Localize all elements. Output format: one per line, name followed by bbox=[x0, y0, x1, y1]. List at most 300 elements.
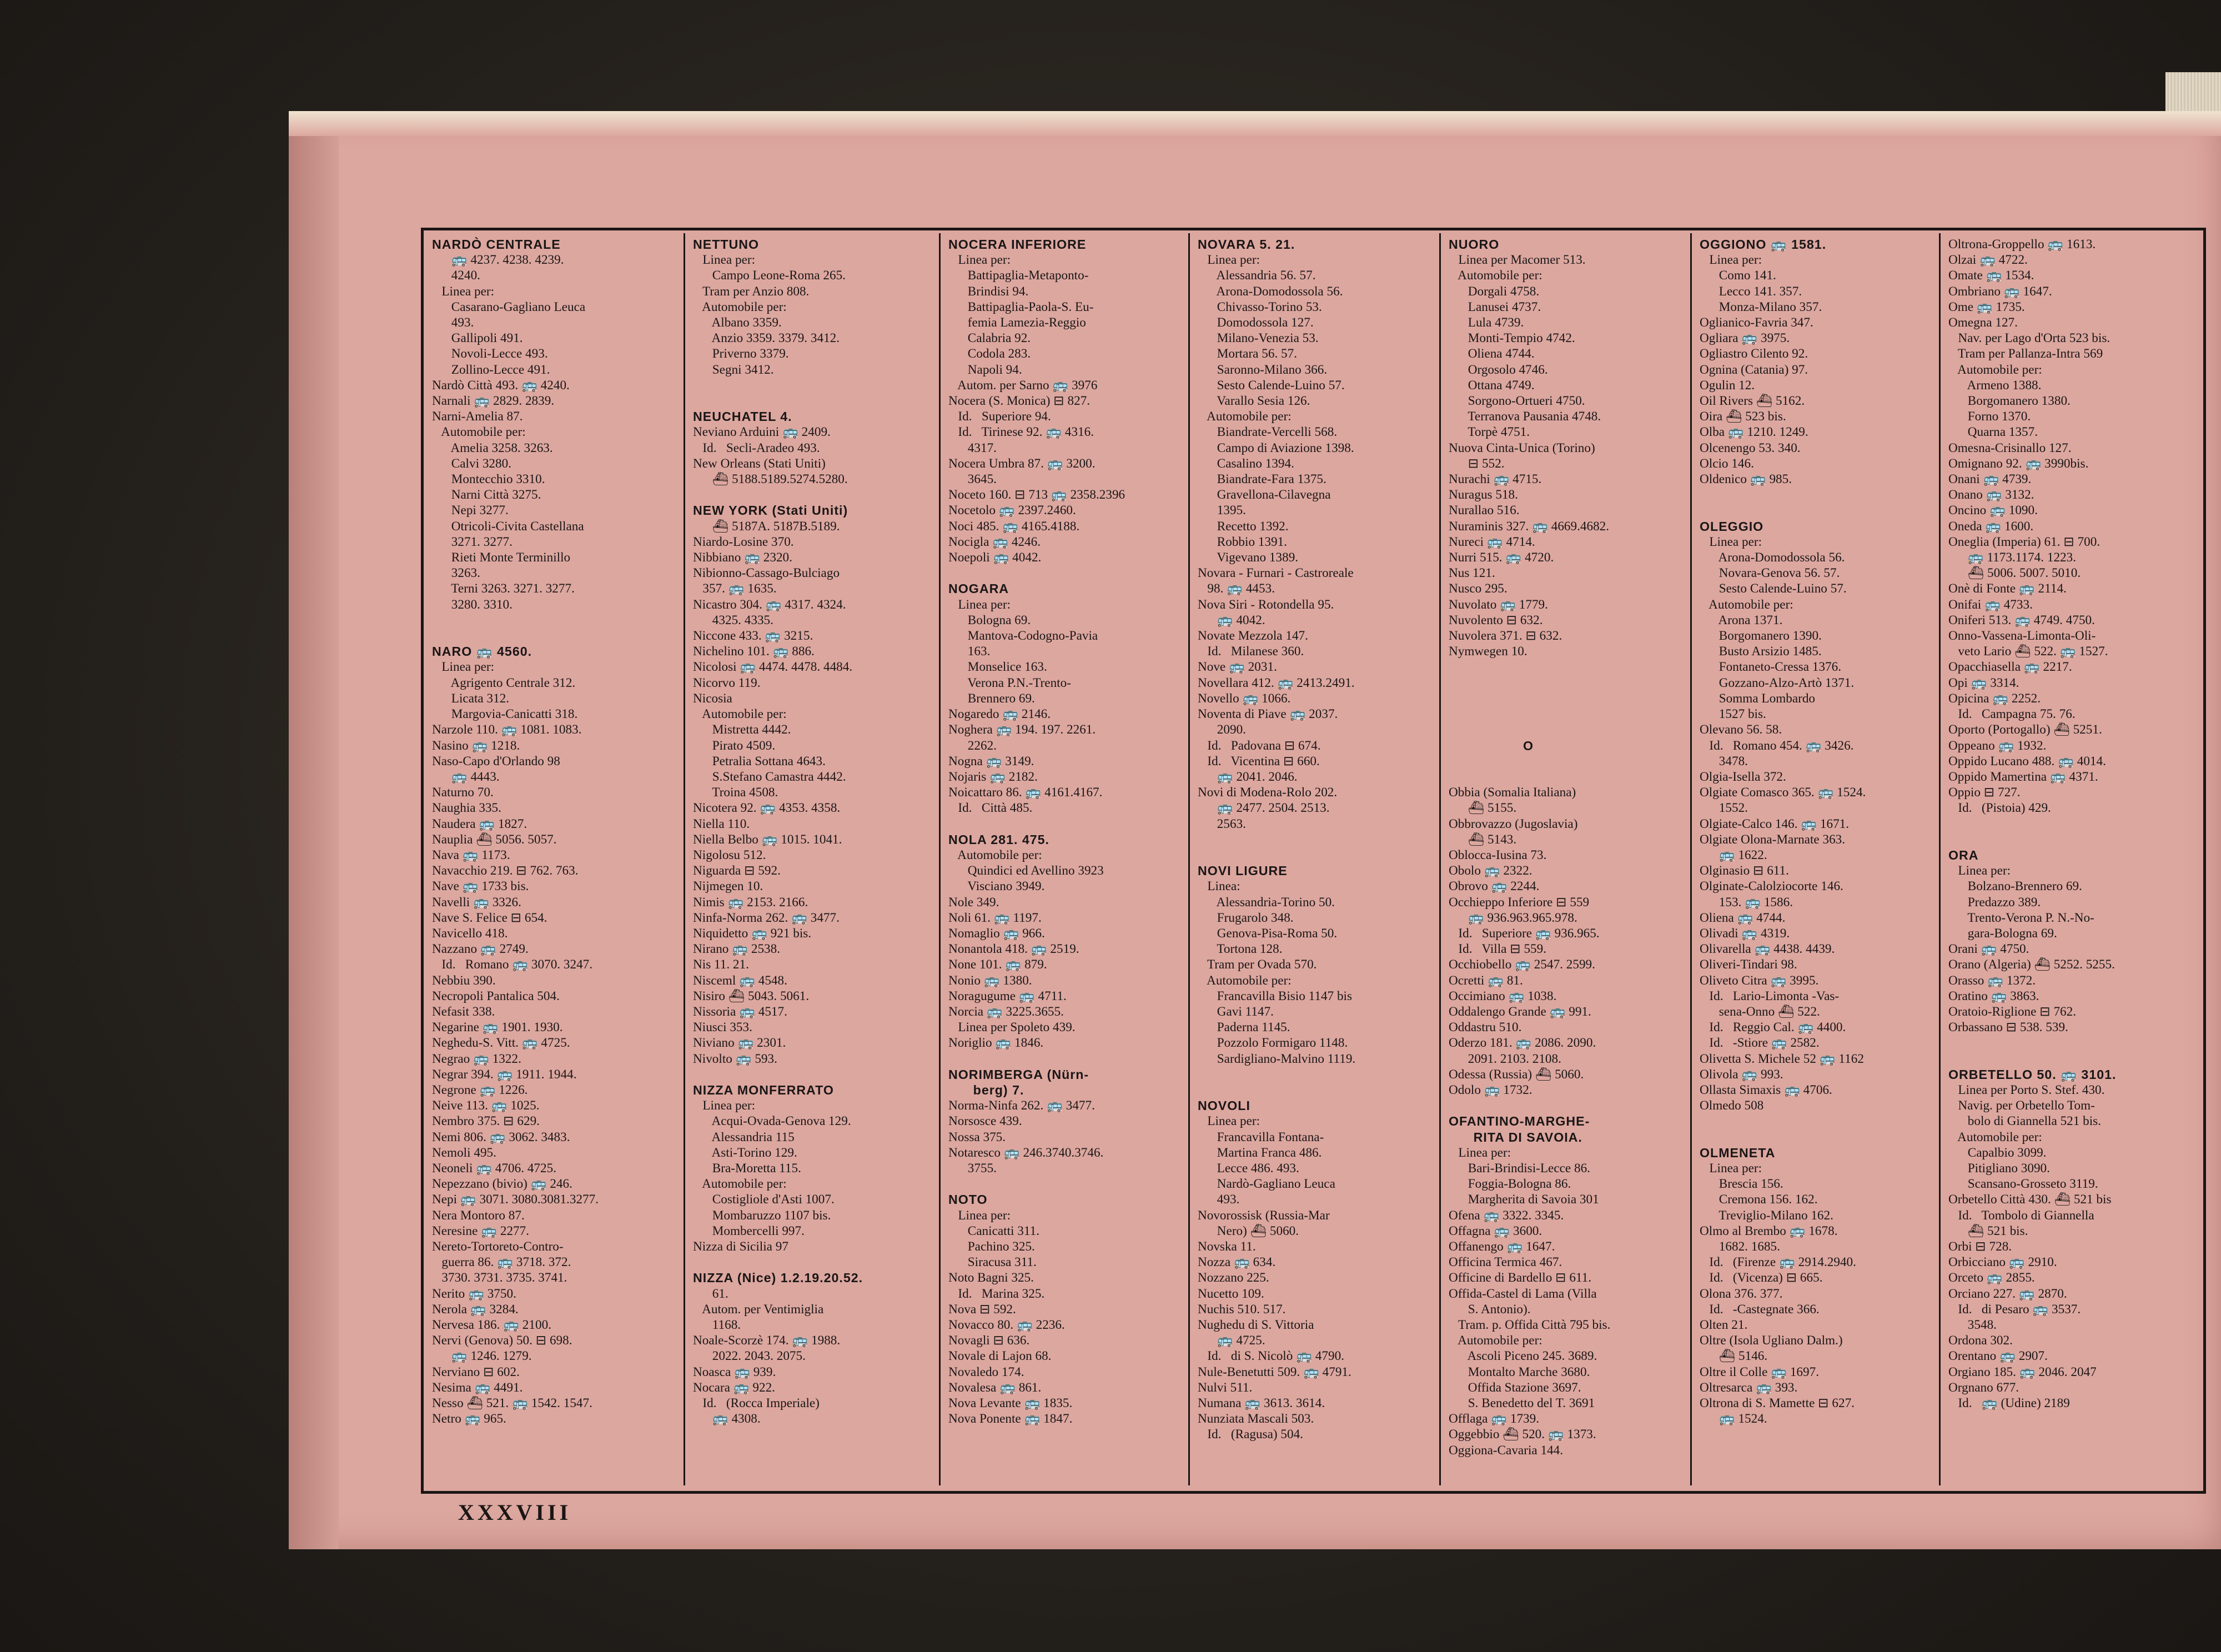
entry-line: Treviglio-Milano 162. bbox=[1700, 1208, 1833, 1223]
entry-line: Oratino 🚌 3863. bbox=[1948, 988, 2039, 1003]
entry-line: Armeno 1388. bbox=[1948, 378, 2042, 393]
entry-line: Montalto Marche 3680. bbox=[1449, 1364, 1590, 1379]
entry-line: Somma Lombardo bbox=[1700, 691, 1816, 706]
entry-line: Officine di Bardello ⊟ 611. bbox=[1449, 1271, 1592, 1286]
entry-line: 153. 🚌 1586. bbox=[1700, 895, 1793, 910]
entry-line: 4317. bbox=[948, 440, 997, 455]
entry-line bbox=[1449, 722, 1686, 737]
entry-line: Acqui-Ovada-Genova 129. bbox=[693, 1114, 851, 1129]
entry-line: Negrar 394. 🚌 1911. 1944. bbox=[432, 1067, 577, 1082]
entry-line: Tortona 128. bbox=[1198, 942, 1283, 957]
entry-line: 3478. bbox=[1700, 754, 1748, 769]
entry-line: Id. 🚌 (Udine) 2189 bbox=[1948, 1396, 2070, 1411]
entry-line: Id. Secli-Aradeo 493. bbox=[693, 440, 820, 455]
entry-line: 493. bbox=[1198, 1192, 1240, 1207]
entry-line: Omesna-Crisinallo 127. bbox=[1948, 440, 2072, 455]
entry-line: Novaledo 174. bbox=[948, 1364, 1024, 1379]
entry-line: Varallo Sesia 126. bbox=[1198, 394, 1310, 409]
entry-line: Navig. per Orbetello Tom- bbox=[1948, 1098, 2095, 1113]
entry-line: Niquidetto 🚌 921 bis. bbox=[693, 926, 812, 941]
entry-line: Id. (Firenze 🚌 2914.2940. bbox=[1700, 1255, 1856, 1270]
entry-line: Oneglia (Imperia) 61. ⊟ 700. bbox=[1948, 534, 2101, 549]
entry-line: 61. bbox=[693, 1286, 728, 1301]
entry-line: Forno 1370. bbox=[1948, 409, 2031, 424]
entry-line: Alessandria-Torino 50. bbox=[1198, 895, 1335, 910]
entry-heading: ORA bbox=[1948, 847, 1979, 862]
entry-heading: RITA DI SAVOIA. bbox=[1449, 1129, 1582, 1144]
entry-line: Norsosce 439. bbox=[948, 1114, 1022, 1129]
entry-line: 🚌 1524. bbox=[1700, 1412, 1767, 1427]
entry-line: Opacchiasella 🚌 2217. bbox=[1948, 660, 2072, 675]
entry-line: Nivolto 🚌 593. bbox=[693, 1051, 777, 1066]
entry-line: Nulvi 511. bbox=[1198, 1380, 1253, 1395]
entry-line: Nocera Umbra 87. 🚌 3200. bbox=[948, 456, 1096, 471]
entry-line: Oltrona di S. Mamette ⊟ 627. bbox=[1700, 1396, 1855, 1411]
index-column-1 bbox=[424, 233, 684, 1485]
entry-line: Costigliole d'Asti 1007. bbox=[693, 1192, 835, 1207]
entry-line: Gravellona-Cilavegna bbox=[1198, 488, 1331, 503]
entry-line: Nefasit 338. bbox=[432, 1004, 495, 1019]
entry-line: Verona P.N.-Trento- bbox=[948, 675, 1071, 690]
entry-line: Ofena 🚌 3322. 3345. bbox=[1449, 1208, 1564, 1223]
entry-line: Nossa 375. bbox=[948, 1129, 1006, 1144]
entry-line: Olgia-Isella 372. bbox=[1700, 769, 1786, 784]
entry-line: Sorgono-Ortueri 4750. bbox=[1449, 394, 1585, 409]
entry-line: 🚌 4237. 4238. 4239. bbox=[432, 253, 564, 268]
entry-line: Nibionno-Cassago-Bulciago bbox=[693, 566, 840, 581]
entry-line: Oddalengo Grande 🚌 991. bbox=[1449, 1004, 1591, 1019]
entry-line: Ordona 302. bbox=[1948, 1333, 2013, 1348]
entry-line: Orgnano 677. bbox=[1948, 1380, 2019, 1395]
entry-line: ⛴ 521 bis. bbox=[1948, 1223, 2028, 1238]
entry-line: Linea per Spoleto 439. bbox=[948, 1020, 1076, 1035]
entry-line: Automobile per: bbox=[1449, 1333, 1542, 1348]
entry-line: Linea: bbox=[1198, 879, 1240, 894]
entry-line: Siracusa 311. bbox=[948, 1255, 1037, 1270]
entry-line: Negrone 🚌 1226. bbox=[432, 1082, 528, 1097]
entry-line: Linea per: bbox=[432, 660, 495, 675]
entry-line: Opi 🚌 3314. bbox=[1948, 675, 2019, 690]
entry-line: Id. (Vicenza) ⊟ 665. bbox=[1700, 1271, 1823, 1286]
entry-line: Priverno 3379. bbox=[693, 347, 789, 361]
entry-line: Automobile per: bbox=[1198, 409, 1292, 424]
entry-line: Naso-Capo d'Orlando 98 bbox=[432, 754, 560, 769]
entry-line: Trento-Verona P. N.-No- bbox=[1948, 910, 2094, 925]
entry-line: Olivetta S. Michele 52 🚌 1162 bbox=[1700, 1051, 1864, 1066]
entry-line: Terranova Pausania 4748. bbox=[1449, 409, 1601, 424]
entry-line: Id. Romano 🚌 3070. 3247. bbox=[432, 957, 593, 972]
entry-line: Linea per: bbox=[693, 1098, 756, 1113]
entry-line: Ollasta Simaxis 🚌 4706. bbox=[1700, 1082, 1832, 1097]
entry-line: Otricoli-Civita Castellana bbox=[432, 519, 584, 534]
entry-line: ⛴ 5143. bbox=[1449, 832, 1517, 847]
entry-line: Ogulin 12. bbox=[1700, 378, 1755, 393]
entry-line: 4325. 4335. bbox=[693, 612, 773, 627]
entry-line: Nervesa 186. 🚌 2100. bbox=[432, 1318, 551, 1333]
entry-line: Pitigliano 3090. bbox=[1948, 1161, 2050, 1176]
entry-line: Opicina 🚌 2252. bbox=[1948, 691, 2041, 706]
entry-line: Dorgali 4758. bbox=[1449, 284, 1540, 299]
entry-line: Nocera (S. Monica) ⊟ 827. bbox=[948, 394, 1091, 409]
entry-line: Asti-Torino 129. bbox=[693, 1145, 797, 1160]
entry-line: 3645. bbox=[948, 472, 997, 487]
entry-line bbox=[1700, 1129, 1934, 1145]
entry-line: Mistretta 4442. bbox=[693, 722, 791, 737]
entry-line: Nomaglio 🚌 966. bbox=[948, 926, 1045, 941]
entry-heading: OGGIONO 🚌 1581. bbox=[1700, 237, 1827, 252]
entry-line: Novagli ⊟ 636. bbox=[948, 1333, 1030, 1348]
entry-line bbox=[1449, 1098, 1686, 1113]
entry-line bbox=[432, 628, 679, 644]
entry-line: Novale di Lajon 68. bbox=[948, 1349, 1052, 1364]
entry-line: Id. Marina 325. bbox=[948, 1286, 1045, 1301]
entry-line bbox=[1198, 1082, 1435, 1098]
entry-line: Cremona 156. 162. bbox=[1700, 1192, 1818, 1207]
entry-line: Nasino 🚌 1218. bbox=[432, 738, 520, 753]
entry-line bbox=[693, 1067, 934, 1082]
entry-line bbox=[693, 393, 934, 409]
entry-line: 2090. bbox=[1198, 722, 1246, 737]
entry-line: ⛴ 5187A. 5187B.5189. bbox=[693, 519, 840, 534]
entry-line: Nocetolo 🚌 2397.2460. bbox=[948, 503, 1076, 518]
entry-line: Brennero 69. bbox=[948, 691, 1035, 706]
entry-line: Nemi 806. 🚌 3062. 3483. bbox=[432, 1129, 570, 1144]
entry-line: Nove 🚌 2031. bbox=[1198, 660, 1277, 675]
entry-line: Como 141. bbox=[1700, 268, 1776, 283]
entry-line: Niella 110. bbox=[693, 816, 750, 831]
entry-line: Oncino 🚌 1090. bbox=[1948, 503, 2038, 518]
entry-heading: NOTO bbox=[948, 1192, 988, 1207]
entry-line: 3280. 3310. bbox=[432, 597, 512, 612]
entry-line: Oggebbio ⛴ 520. 🚌 1373. bbox=[1449, 1427, 1596, 1442]
entry-line bbox=[1198, 832, 1435, 847]
entry-line: Narni Città 3275. bbox=[432, 488, 541, 503]
entry-line: Busto Arsizio 1485. bbox=[1700, 644, 1822, 659]
entry-heading: NEW YORK (Stati Uniti) bbox=[693, 503, 848, 518]
entry-heading: OLEGGIO bbox=[1700, 519, 1764, 534]
entry-line: Biandrate-Vercelli 568. bbox=[1198, 425, 1338, 440]
entry-line: Alessandria 56. 57. bbox=[1198, 268, 1316, 283]
entry-heading: NORIMBERGA (Nürn- bbox=[948, 1067, 1089, 1082]
entry-line: Automobile per: bbox=[693, 299, 787, 314]
entry-line: Noasca 🚌 939. bbox=[693, 1364, 776, 1379]
entry-line: 1552. bbox=[1700, 801, 1748, 816]
entry-line: Arona-Domodossola 56. bbox=[1700, 550, 1845, 565]
entry-line: Nazzano 🚌 2749. bbox=[432, 942, 529, 957]
entry-line: Visciano 3949. bbox=[948, 879, 1045, 894]
entry-line: Noicattaro 86. 🚌 4161.4167. bbox=[948, 785, 1103, 800]
entry-line: Agrigento Centrale 312. bbox=[432, 675, 576, 690]
entry-line: Nicosia bbox=[693, 691, 732, 706]
entry-line: Campo Leone-Roma 265. bbox=[693, 268, 846, 283]
entry-line: Nizza di Sicilia 97 bbox=[693, 1239, 788, 1254]
entry-line: Lecce 486. 493. bbox=[1198, 1161, 1299, 1176]
entry-line: Bologna 69. bbox=[948, 612, 1031, 627]
entry-line: Id. Lario-Limonta -Vas- bbox=[1700, 988, 1840, 1003]
entry-line: Onè di Fonte 🚌 2114. bbox=[1948, 581, 2067, 596]
entry-line: Negarine 🚌 1901. 1930. bbox=[432, 1020, 563, 1035]
index-column-3 bbox=[939, 233, 1188, 1485]
entry-line: Nureci 🚌 4714. bbox=[1449, 534, 1535, 549]
entry-line: 🚌 4443. bbox=[432, 769, 500, 784]
entry-line: Oliveri-Tindari 98. bbox=[1700, 957, 1797, 972]
entry-line: Quindici ed Avellino 3923 bbox=[948, 863, 1104, 878]
index-column-7 bbox=[1939, 233, 2203, 1485]
entry-line bbox=[1449, 675, 1686, 691]
entry-line: Nuova Cinta-Unica (Torino) bbox=[1449, 440, 1595, 455]
entry-line: Id. (Pistoia) 429. bbox=[1948, 801, 2051, 816]
entry-line: Olcio 146. bbox=[1700, 456, 1754, 471]
entry-line bbox=[1700, 503, 1934, 518]
entry-line: Nepi 3277. bbox=[432, 503, 509, 518]
entry-line: Olginasio ⊟ 611. bbox=[1700, 863, 1789, 878]
entry-line: 3548. bbox=[1948, 1318, 1997, 1333]
entry-heading: NARDÒ CENTRALE bbox=[432, 237, 561, 252]
entry-line: Nichelino 101. 🚌 886. bbox=[693, 644, 815, 659]
entry-line: Oira ⛴ 523 bis. bbox=[1700, 409, 1786, 424]
entry-line: Margovia-Canicatti 318. bbox=[432, 707, 578, 722]
entry-line: Nembro 375. ⊟ 629. bbox=[432, 1114, 540, 1129]
entry-line: Nicastro 304. 🚌 4317. 4324. bbox=[693, 597, 846, 612]
entry-line: Martina Franca 486. bbox=[1198, 1145, 1322, 1160]
entry-line: 🚌 2477. 2504. 2513. bbox=[1198, 801, 1330, 816]
entry-line: Oniferi 513. 🚌 4749. 4750. bbox=[1948, 612, 2095, 627]
entry-line: Oderzo 181. 🚌 2086. 2090. bbox=[1449, 1036, 1596, 1051]
page-top-edge bbox=[289, 111, 2221, 136]
entry-line: Borgomanero 1380. bbox=[1948, 394, 2071, 409]
entry-line: Noventa di Piave 🚌 2037. bbox=[1198, 707, 1338, 722]
entry-heading: NETTUNO bbox=[693, 237, 760, 252]
entry-line: Nesima 🚌 4491. bbox=[432, 1380, 523, 1395]
entry-line: Norma-Ninfa 262. 🚌 3477. bbox=[948, 1098, 1095, 1113]
entry-line: Nova Levante 🚌 1835. bbox=[948, 1396, 1073, 1411]
entry-line: Brescia 156. bbox=[1700, 1177, 1783, 1192]
entry-line: Tram per Ovada 570. bbox=[1198, 957, 1317, 972]
entry-line: Albano 3359. bbox=[693, 315, 782, 330]
entry-line: Noepoli 🚌 4042. bbox=[948, 550, 1042, 565]
entry-line: bolo di Giannella 521 bis. bbox=[1948, 1114, 2102, 1129]
entry-line: Battipaglia-Metaponto- bbox=[948, 268, 1089, 283]
entry-line: Nave 🚌 1733 bis. bbox=[432, 879, 529, 894]
entry-line: Niccone 433. 🚌 3215. bbox=[693, 629, 813, 644]
entry-line: Nibbiano 🚌 2320. bbox=[693, 550, 792, 565]
page-binding-shadow bbox=[289, 111, 339, 1549]
entry-line: Offlaga 🚌 1739. bbox=[1449, 1412, 1540, 1427]
entry-line: Orani 🚌 4750. bbox=[1948, 942, 2029, 957]
entry-line: Nova Siri - Rotondella 95. bbox=[1198, 597, 1334, 612]
entry-heading: NOVARA 5. 21. bbox=[1198, 237, 1295, 252]
entry-heading: NIZZA (Nice) 1.2.19.20.52. bbox=[693, 1271, 863, 1286]
entry-line: None 101. 🚌 879. bbox=[948, 957, 1047, 972]
entry-line: Nimis 🚌 2153. 2166. bbox=[693, 895, 808, 910]
entry-line: Negrao 🚌 1322. bbox=[432, 1051, 521, 1066]
entry-line: Alessandria 115 bbox=[693, 1129, 795, 1144]
entry-line: 3263. bbox=[432, 566, 480, 581]
entry-line: Occimiano 🚌 1038. bbox=[1449, 988, 1557, 1003]
entry-line: Zollino-Lecce 491. bbox=[432, 362, 550, 377]
entry-line: Netro 🚌 965. bbox=[432, 1412, 506, 1427]
entry-line bbox=[1948, 1035, 2199, 1051]
entry-line: Gozzano-Alzo-Artò 1371. bbox=[1700, 675, 1855, 690]
entry-line: Nocara 🚌 922. bbox=[693, 1380, 775, 1395]
entry-line: Nero) ⛴ 5060. bbox=[1198, 1223, 1299, 1238]
entry-line: Nisceml 🚌 4548. bbox=[693, 973, 787, 988]
entry-line: Monti-Tempio 4742. bbox=[1449, 331, 1575, 346]
entry-line: Oltrona-Groppello 🚌 1613. bbox=[1948, 237, 2096, 252]
entry-line: Nogna 🚌 3149. bbox=[948, 754, 1034, 769]
entry-line: sena-Onno ⛴ 522. bbox=[1700, 1004, 1820, 1019]
entry-line: Nis 11. 21. bbox=[693, 957, 749, 972]
entry-line: Brindisi 94. bbox=[948, 284, 1029, 299]
index-column-2 bbox=[684, 233, 939, 1485]
entry-line: Olona 376. 377. bbox=[1700, 1286, 1783, 1301]
entry-line: Olivarella 🚌 4438. 4439. bbox=[1700, 942, 1835, 957]
entry-line bbox=[948, 565, 1184, 581]
entry-line: Novello 🚌 1066. bbox=[1198, 691, 1291, 706]
entry-line: 🚌 936.963.965.978. bbox=[1449, 910, 1577, 925]
entry-line: Occhiobello 🚌 2547. 2599. bbox=[1449, 957, 1595, 972]
entry-line: Orano (Algeria) ⛴ 5252. 5255. bbox=[1948, 957, 2115, 972]
entry-line: Id. Città 485. bbox=[948, 801, 1033, 816]
entry-line: Troina 4508. bbox=[693, 785, 778, 800]
entry-line: Nera Montoro 87. bbox=[432, 1208, 525, 1223]
entry-heading: NOGARA bbox=[948, 581, 1009, 596]
entry-line: Nymwegen 10. bbox=[1449, 644, 1527, 659]
entry-line: Quarna 1357. bbox=[1948, 425, 2038, 440]
entry-line: Oppido Lucano 488. 🚌 4014. bbox=[1948, 754, 2106, 769]
entry-line: Orgosolo 4746. bbox=[1449, 362, 1548, 377]
entry-line: ⛴ 5006. 5007. 5010. bbox=[1948, 566, 2081, 581]
entry-line: Terni 3263. 3271. 3277. bbox=[432, 581, 575, 596]
entry-line: Canicatti 311. bbox=[948, 1223, 1039, 1238]
entry-line: Notaresco 🚌 246.3740.3746. bbox=[948, 1145, 1104, 1160]
entry-line: Novi di Modena-Rolo 202. bbox=[1198, 785, 1338, 800]
entry-line: Nova ⊟ 592. bbox=[948, 1302, 1016, 1317]
entry-line bbox=[1948, 816, 2199, 832]
entry-line: Automobile per: bbox=[1948, 362, 2042, 377]
index-column-6 bbox=[1690, 233, 1939, 1485]
entry-line: Officina Termica 467. bbox=[1449, 1255, 1562, 1270]
entry-line: Id. Superiore 🚌 936.965. bbox=[1449, 926, 1600, 941]
entry-line bbox=[948, 1176, 1184, 1192]
entry-line: Chivasso-Torino 53. bbox=[1198, 299, 1322, 314]
entry-line: guerra 86. 🚌 3718. 372. bbox=[432, 1255, 571, 1270]
entry-line: Rieti Monte Terminillo bbox=[432, 550, 571, 565]
entry-line: Orbi ⊟ 728. bbox=[1948, 1239, 2012, 1254]
entry-line: Novate Mezzola 147. bbox=[1198, 629, 1308, 644]
entry-line: Linea per: bbox=[1700, 1161, 1762, 1176]
entry-line: Narni-Amelia 87. bbox=[432, 409, 523, 424]
entry-line: Necropoli Pantalica 504. bbox=[432, 988, 560, 1003]
entry-heading: O bbox=[1449, 738, 1534, 753]
entry-heading: NEUCHATEL 4. bbox=[693, 409, 792, 424]
entry-line: Oliena 🚌 4744. bbox=[1700, 910, 1786, 925]
entry-line: Nerola 🚌 3284. bbox=[432, 1302, 519, 1317]
entry-line: Nepi 🚌 3071. 3080.3081.3277. bbox=[432, 1192, 599, 1207]
entry-line: Niviano 🚌 2301. bbox=[693, 1036, 786, 1051]
entry-line: Pozzolo Formigaro 1148. bbox=[1198, 1036, 1348, 1051]
entry-line: Noragugume 🚌 4711. bbox=[948, 988, 1067, 1003]
index-column-5 bbox=[1439, 233, 1690, 1485]
entry-line: Scansano-Grosseto 3119. bbox=[1948, 1177, 2098, 1192]
entry-line: Recetto 1392. bbox=[1198, 519, 1289, 534]
entry-line: Id. Campagna 75. 76. bbox=[1948, 707, 2076, 722]
entry-line bbox=[1449, 706, 1686, 722]
entry-line: Linea per: bbox=[1449, 1145, 1511, 1160]
entry-line: Nepezzano (bivio) 🚌 246. bbox=[432, 1177, 572, 1192]
entry-line: Nervi (Genova) 50. ⊟ 698. bbox=[432, 1333, 572, 1348]
entry-line: Nuchis 510. 517. bbox=[1198, 1302, 1286, 1317]
entry-line: 3730. 3731. 3735. 3741. bbox=[432, 1271, 567, 1286]
entry-line bbox=[693, 378, 934, 393]
entry-line: Linea per Macomer 513. bbox=[1449, 253, 1586, 268]
entry-line: 3755. bbox=[948, 1161, 997, 1176]
entry-line: Nojaris 🚌 2182. bbox=[948, 769, 1038, 784]
entry-line: Oratoio-Riglione ⊟ 762. bbox=[1948, 1004, 2077, 1019]
entry-line: Petralia Sottana 4643. bbox=[693, 754, 826, 769]
entry-line: Nereto-Tortoreto-Contro- bbox=[432, 1239, 564, 1254]
entry-line: ⊟ 552. bbox=[1449, 456, 1505, 471]
entry-line: Arona-Domodossola 56. bbox=[1198, 284, 1343, 299]
entry-line: Francavilla Fontana- bbox=[1198, 1129, 1324, 1144]
entry-line: Offanengo 🚌 1647. bbox=[1449, 1239, 1555, 1254]
entry-line: Nicotera 92. 🚌 4353. 4358. bbox=[693, 801, 841, 816]
entry-line: Biandrate-Fara 1375. bbox=[1198, 472, 1326, 487]
entry-line: S.Stefano Camastra 4442. bbox=[693, 769, 846, 784]
entry-line: Nughedu di S. Vittoria bbox=[1198, 1318, 1314, 1333]
entry-line: Linea per: bbox=[1198, 253, 1260, 268]
entry-line: Novoli-Lecce 493. bbox=[432, 347, 548, 361]
entry-heading: ORBETELLO 50. 🚌 3101. bbox=[1948, 1067, 2117, 1082]
entry-line: Mombaruzzo 1107 bis. bbox=[693, 1208, 831, 1223]
entry-line: Linea per: bbox=[432, 284, 495, 299]
entry-line: Olginate-Calolziocorte 146. bbox=[1700, 879, 1843, 894]
entry-line: Omignano 92. 🚌 3990bis. bbox=[1948, 456, 2089, 471]
entry-line: Genova-Pisa-Roma 50. bbox=[1198, 926, 1338, 941]
entry-line: Naughia 335. bbox=[432, 801, 501, 816]
entry-line bbox=[1449, 659, 1686, 675]
entry-heading: OLMENETA bbox=[1700, 1145, 1776, 1160]
entry-line: Pachino 325. bbox=[948, 1239, 1035, 1254]
entry-line: Neoneli 🚌 4706. 4725. bbox=[432, 1161, 557, 1176]
entry-heading: NUORO bbox=[1449, 237, 1500, 252]
entry-line: Orceto 🚌 2855. bbox=[1948, 1271, 2035, 1286]
entry-line: Oppeano 🚌 1932. bbox=[1948, 738, 2047, 753]
entry-line: Noceto 160. ⊟ 713 🚌 2358.2396 bbox=[948, 488, 1125, 503]
entry-line: Navelli 🚌 3326. bbox=[432, 895, 521, 910]
entry-line: Ascoli Piceno 245. 3689. bbox=[1449, 1349, 1597, 1364]
entry-line: Automobile per: bbox=[693, 1177, 787, 1192]
entry-line: Battipaglia-Paola-S. Eu- bbox=[948, 299, 1094, 314]
entry-line: ⛴ 5146. bbox=[1700, 1349, 1768, 1364]
entry-line: Monselice 163. bbox=[948, 660, 1047, 675]
entry-line: Oltresarca 🚌 393. bbox=[1700, 1380, 1798, 1395]
entry-line: Linea per: bbox=[1948, 863, 2011, 878]
entry-line: Olmo al Brembo 🚌 1678. bbox=[1700, 1223, 1838, 1238]
entry-line: Olzai 🚌 4722. bbox=[1948, 253, 2028, 268]
entry-line: Fontaneto-Cressa 1376. bbox=[1700, 660, 1842, 675]
entry-line: 1395. bbox=[1198, 503, 1246, 518]
entry-line: 1682. 1685. bbox=[1700, 1239, 1780, 1254]
entry-line: Mortara 56. 57. bbox=[1198, 347, 1298, 361]
entry-line: Nogaredo 🚌 2146. bbox=[948, 707, 1051, 722]
entry-line: 🚌 2041. 2046. bbox=[1198, 769, 1298, 784]
entry-line: Oltre il Colle 🚌 1697. bbox=[1700, 1364, 1819, 1379]
entry-line: Automobile per: bbox=[1700, 597, 1793, 612]
entry-line: Niguarda ⊟ 592. bbox=[693, 863, 781, 878]
entry-line: Nigolosu 512. bbox=[693, 847, 766, 862]
entry-line: Mantova-Codogno-Pavia bbox=[948, 629, 1098, 644]
